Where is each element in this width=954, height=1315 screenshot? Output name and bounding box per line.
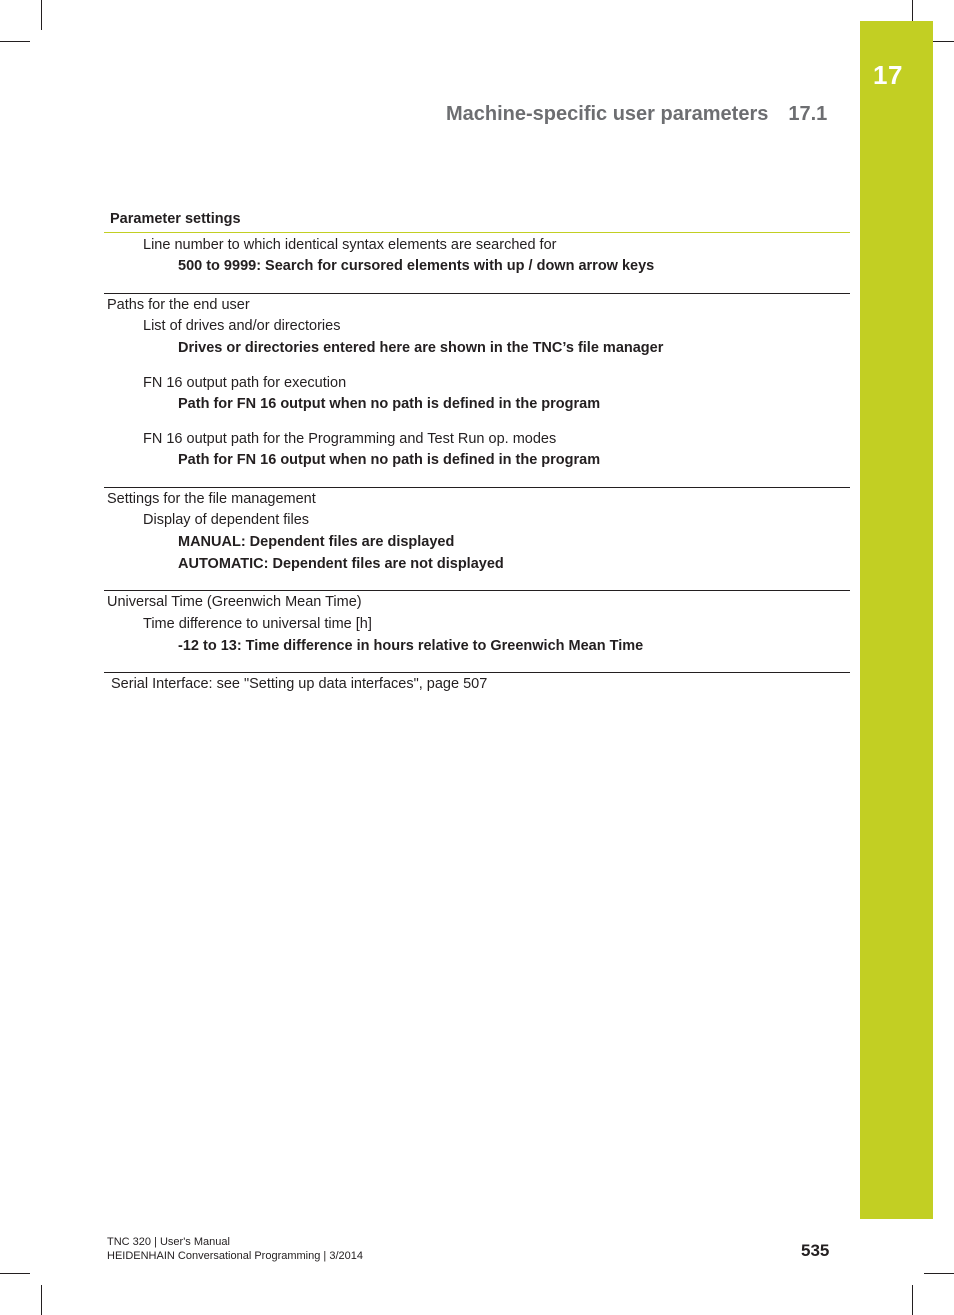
table-row: AUTOMATIC: Dependent files are not displayed — [178, 556, 504, 572]
table-row: Path for FN 16 output when no path is defined in the program — [178, 452, 601, 468]
group-divider — [104, 293, 850, 294]
heading-rule — [104, 232, 850, 233]
crop-mark — [41, 0, 42, 30]
group-divider — [104, 672, 850, 673]
table-row: Paths for the end user — [107, 297, 250, 313]
table-row: Universal Time (Greenwich Mean Time) — [107, 594, 362, 610]
table-heading: Parameter settings — [110, 211, 241, 227]
table-row: Line number to which identical syntax elements are searched for — [143, 237, 557, 253]
footer-line-1: TNC 320 | User's Manual — [107, 1236, 230, 1248]
table-row: Path for FN 16 output when no path is defined in the program — [178, 396, 601, 412]
crop-mark — [0, 1273, 30, 1274]
footer-line-2: HEIDENHAIN Conversational Programming | 3/2014 — [107, 1250, 363, 1262]
group-divider — [104, 590, 850, 591]
table-row: List of drives and/or directories — [143, 318, 341, 334]
header-section: 17.1 — [788, 103, 828, 125]
crop-mark — [924, 1273, 954, 1274]
header-title: Machine-specific user parameters — [446, 103, 769, 125]
crop-mark — [41, 1285, 42, 1315]
table-row: FN 16 output path for the Programming and Test Run op. modes — [143, 431, 557, 447]
group-divider — [104, 487, 850, 488]
table-row: Drives or directories entered here are shown in the TNC’s file manager — [178, 340, 664, 356]
page-header — [446, 103, 827, 126]
table-row: Serial Interface: see "Setting up data interfaces", page 507 — [111, 676, 488, 692]
table-row: FN 16 output path for execution — [143, 375, 347, 391]
table-row: Settings for the file management — [107, 491, 316, 507]
crop-mark — [912, 1285, 913, 1315]
page-footer — [107, 1235, 363, 1263]
table-row: Time difference to universal time [h] — [143, 616, 372, 632]
page-number: 535 — [801, 1241, 830, 1260]
chapter-tab — [860, 21, 933, 1219]
table-row: -12 to 13: Time difference in hours relative to Greenwich Mean Time — [178, 638, 644, 654]
crop-mark — [0, 41, 30, 42]
chapter-number: 17 — [873, 60, 903, 90]
table-row: 500 to 9999: Search for cursored elements with up / down arrow keys — [178, 258, 655, 274]
table-row: MANUAL: Dependent files are displayed — [178, 534, 455, 550]
table-row: Display of dependent files — [143, 512, 310, 528]
